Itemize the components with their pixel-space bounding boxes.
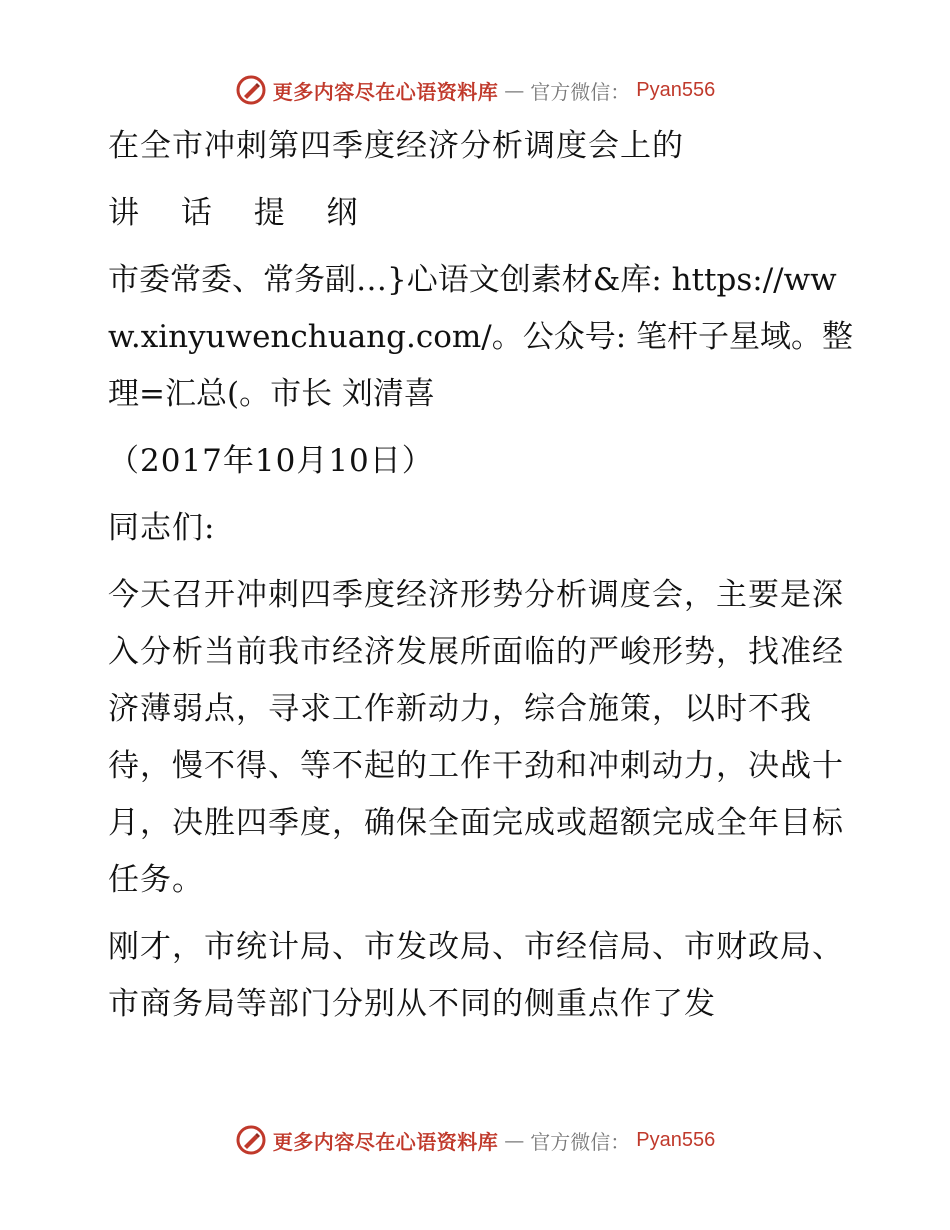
speech-date: （2017年10月10日） [108, 443, 434, 479]
pen-circle-icon [235, 1124, 267, 1156]
header-watermark-banner [0, 70, 950, 110]
document-title-line-1: 在全市冲刺第四季度经济分析调度会上的 [108, 128, 684, 164]
banner-separator: — [504, 78, 525, 102]
banner-wechat-id: Pyan556 [636, 1128, 716, 1151]
document-body [96, 118, 856, 1043]
footer-watermark-banner [0, 1120, 950, 1160]
banner-slogan: 更多内容尽在心语资料库 [272, 79, 499, 104]
salutation: 同志们: [108, 510, 216, 546]
banner-separator: — [504, 1128, 525, 1152]
banner-slogan: 更多内容尽在心语资料库 [272, 1129, 499, 1154]
body-paragraph-2: 刚才，市统计局、市发改局、市经信局、市财政局、市商务局等部门分别从不同的侧重点作了发 [108, 929, 844, 1022]
banner-wechat-label: 官方微信： [530, 79, 631, 104]
author-block: 市委常委、常务副…}心语文创素材&库: https://www.xinyuwenchuang.com/。公众号: 笔杆子星域。整理=汇总(。市长 刘清喜 [108, 262, 853, 412]
pen-circle-icon [235, 74, 267, 106]
banner-wechat-label: 官方微信： [530, 1129, 631, 1154]
banner-wechat-id: Pyan556 [636, 78, 716, 101]
body-paragraph-1: 今天召开冲刺四季度经济形势分析调度会，主要是深入分析当前我市经济发展所面临的严峻形势，找准经济薄弱点，寻求工作新动力，综合施策，以时不我待，慢不得、等不起的工作干劲和冲刺动力，决战十月，决胜四季度，确保全面完成或超额完成全年目标任务。 [108, 577, 844, 898]
document-title-line-2: 讲 话 提 纲 [108, 195, 374, 231]
